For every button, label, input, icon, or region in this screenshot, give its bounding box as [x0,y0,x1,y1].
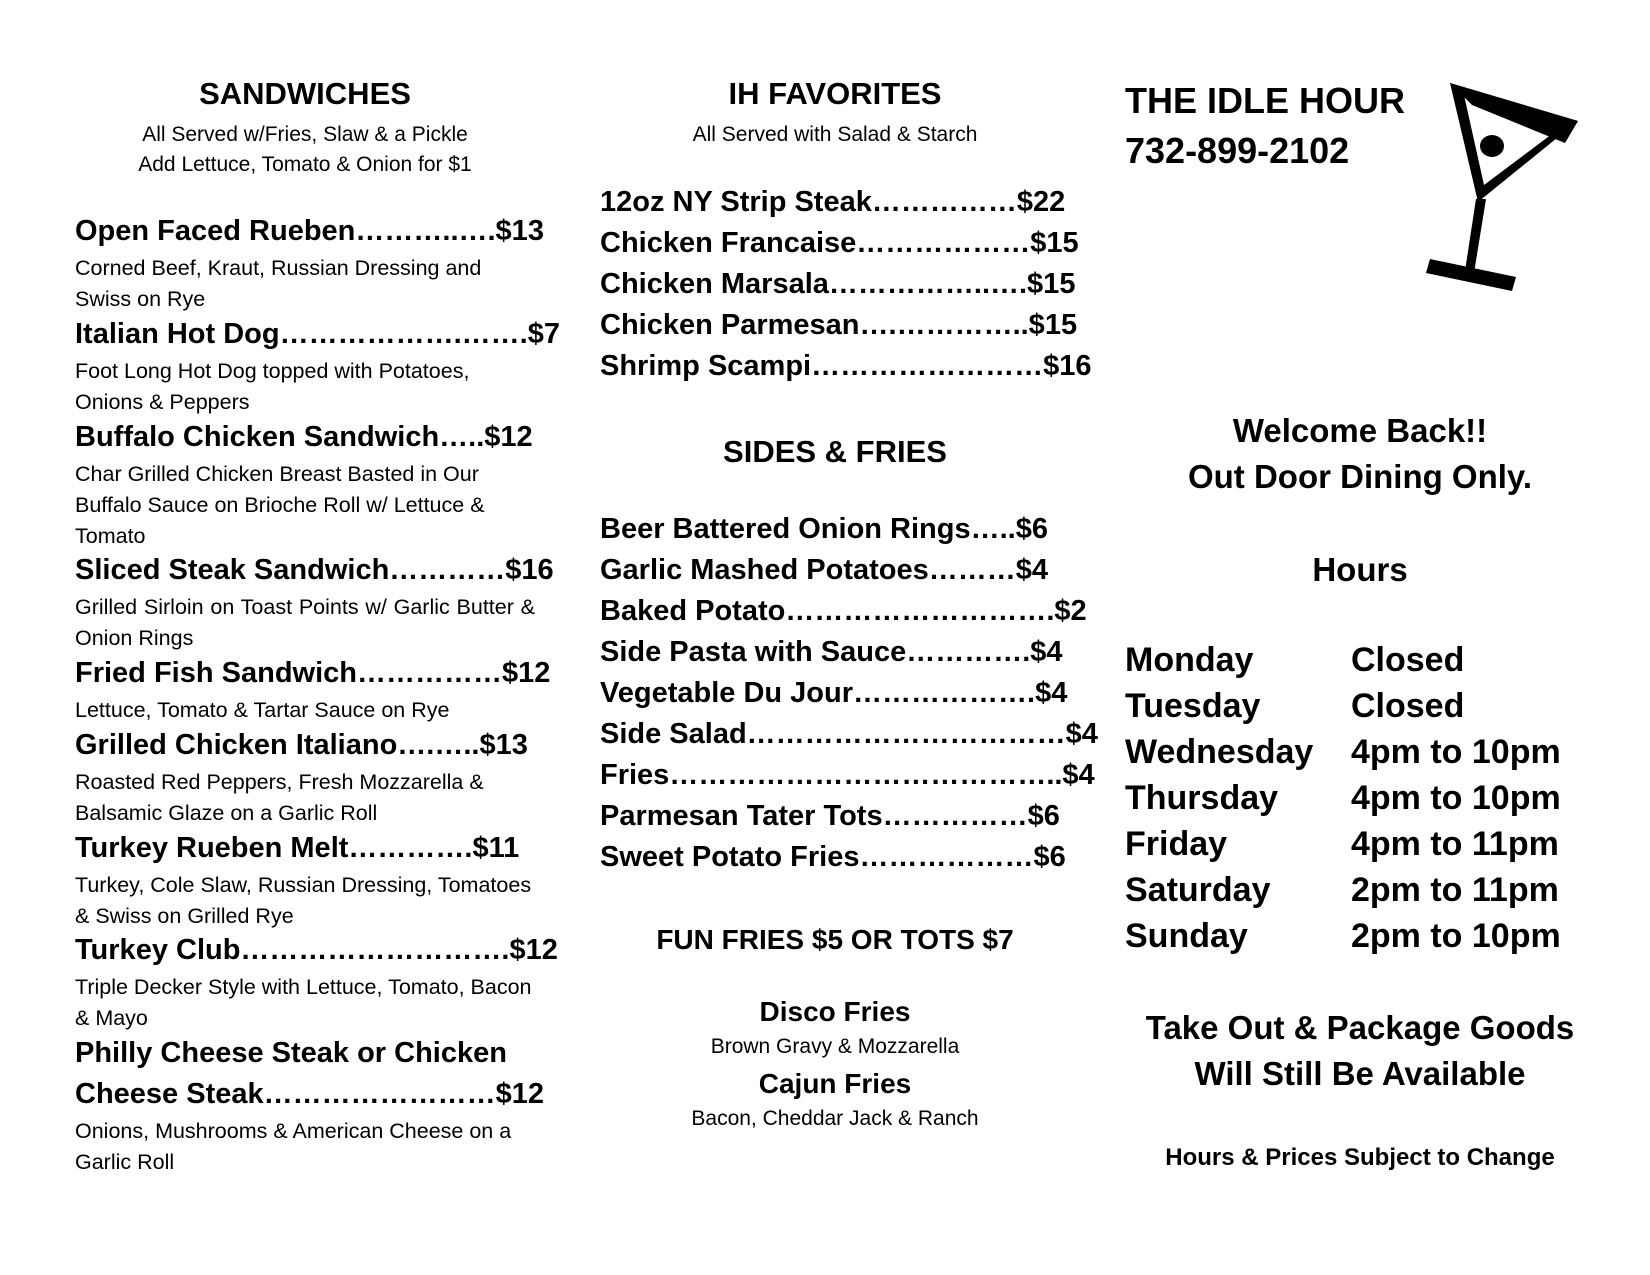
side-item: Fries…………………………………..$4 [600,759,1095,791]
favorite-item: Chicken Francaise………………$15 [600,227,1079,259]
menu-item-description: Roasted Red Peppers, Fresh Mozzarella & Balsamic Glaze on a Garlic Roll [75,770,484,825]
menu-item-title: Turkey Rueben Melt………….$11 [75,832,520,864]
takeout-notice-continued: Will Still Be Available [1194,1055,1526,1092]
side-item: Garlic Mashed Potatoes………$4 [600,554,1049,586]
fun-fries-description: Bacon, Cheddar Jack & Ranch [691,1107,979,1130]
fun-fries-heading: FUN FRIES $5 OR TOTS $7 [656,924,1014,955]
hours-day: Thursday [1125,779,1279,817]
menu-item-title: Italian Hot Dog……………….…….$7 [75,318,560,350]
martini-glass-icon [1420,75,1590,300]
hours-day: Sunday [1125,917,1248,955]
sandwiches-note-2: Add Lettuce, Tomato & Onion for $1 [138,153,472,176]
favorite-item: 12oz NY Strip Steak……………$22 [600,186,1066,218]
hours-heading: Hours [1312,551,1408,588]
hours-day: Monday [1125,641,1254,679]
fun-fries-description: Brown Gravy & Mozzarella [710,1035,960,1058]
hours-time: 2pm to 11pm [1351,871,1559,909]
sandwiches-note-1: All Served w/Fries, Slaw & a Pickle [142,123,468,146]
hours-time: 4pm to 10pm [1351,733,1561,771]
menu-item-title-continued: Cheese Steak……………………$12 [75,1078,544,1110]
hours-day: Tuesday [1125,687,1261,725]
menu-item-title: Fried Fish Sandwich……………$12 [75,657,551,689]
menu-item-description: Onions, Mushrooms & American Cheese on a Garlic Roll [75,1119,512,1174]
menu-item-title: Philly Cheese Steak or Chicken [75,1037,507,1069]
side-item: Baked Potato……………………….$2 [600,595,1087,627]
side-item: Side Salad……………………………$4 [600,718,1098,750]
dining-notice: Out Door Dining Only. [1187,458,1533,495]
hours-time: Closed [1351,687,1465,725]
side-item: Vegetable Du Jour……………….$4 [600,677,1068,709]
menu-item-title: Buffalo Chicken Sandwich…..$12 [75,421,533,453]
menu-item-title: Sliced Steak Sandwich…………$16 [75,554,554,586]
menu-item-description: Corned Beef, Kraut, Russian Dressing and Swiss on Rye [75,256,482,311]
side-item: Beer Battered Onion Rings…..$6 [600,513,1048,545]
menu-item-description: Foot Long Hot Dog topped with Potatoes, Onions & Peppers [75,359,470,414]
favorites-heading: IH FAVORITES [728,76,942,111]
menu-item-description: Char Grilled Chicken Breast Basted in Our Buffalo Sauce on Brioche Roll w/ Lettuce & Tomato [75,462,485,548]
menu-item-description: Turkey, Cole Slaw, Russian Dressing, Tomatoes & Swiss on Grilled Rye [75,873,532,928]
favorite-item: Chicken Parmesan….…………..$15 [600,309,1078,341]
phone-number: 732-899-2102 [1125,130,1350,171]
hours-time: 2pm to 10pm [1351,917,1561,955]
sides-heading: SIDES & FRIES [723,434,947,469]
menu-item-description: Grilled Sirloin on Toast Points w/ Garlic Butter & Onion Rings [75,595,535,650]
menu-item-title: Grilled Chicken Italiano….…..$13 [75,729,528,761]
side-item: Sweet Potato Fries………………$6 [600,841,1066,873]
favorites-note: All Served with Salad & Starch [692,123,978,146]
hours-time: 4pm to 10pm [1351,779,1561,817]
menu-item-title: Turkey Club……………………….$12 [75,934,558,966]
hours-day: Friday [1125,825,1228,863]
favorite-item: Chicken Marsala……………..….$15 [600,268,1076,300]
hours-day: Saturday [1125,871,1271,909]
fun-fries-name: Disco Fries [759,996,911,1027]
welcome-message: Welcome Back!! [1232,412,1488,449]
takeout-notice: Take Out & Package Goods [1145,1009,1575,1046]
restaurant-name: THE IDLE HOUR [1125,80,1406,121]
side-item: Parmesan Tater Tots……………$6 [600,800,1060,832]
fun-fries-name: Cajun Fries [758,1068,912,1099]
sandwiches-heading: SANDWICHES [199,76,411,111]
side-item: Side Pasta with Sauce………….$4 [600,636,1063,668]
favorite-item: Shrimp Scampi……………………$16 [600,350,1092,382]
menu-item-title: Open Faced Rueben………..….$13 [75,215,544,247]
hours-time: Closed [1351,641,1465,679]
hours-day: Wednesday [1125,733,1314,771]
disclaimer: Hours & Prices Subject to Change [1165,1144,1555,1171]
hours-time: 4pm to 11pm [1351,825,1559,863]
menu-item-description: Triple Decker Style with Lettuce, Tomato, Bacon & Mayo [75,975,532,1030]
menu-item-description: Lettuce, Tomato & Tartar Sauce on Rye [75,698,450,722]
